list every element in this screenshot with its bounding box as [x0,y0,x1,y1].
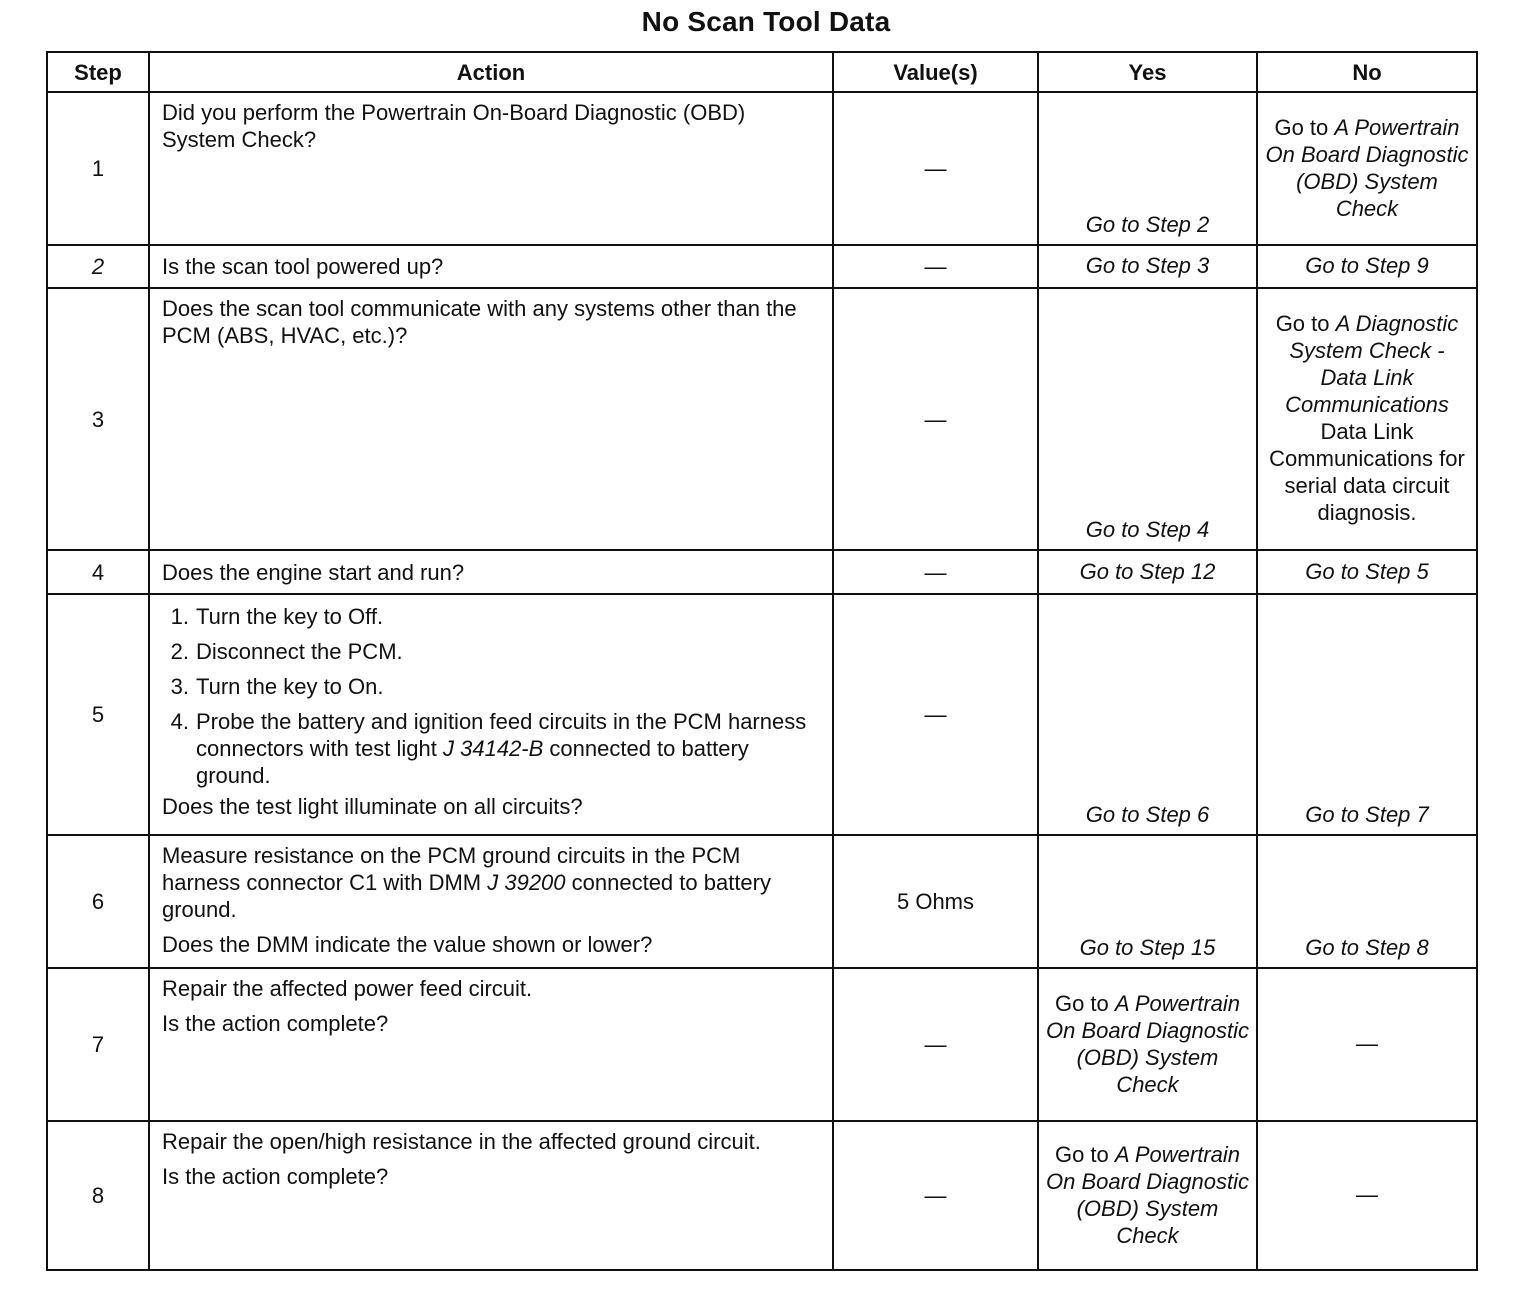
step-number: 1 [47,92,149,245]
action-text: Does the scan tool communicate with any systems other than the PCM (ABS, HVAC, etc.)? [149,288,833,550]
header-no: No [1257,52,1477,92]
no-cell: — [1257,1121,1477,1270]
table-row [47,288,1477,550]
yes-cell [1038,594,1257,835]
yes-cell [1038,835,1257,968]
table-row [47,594,1477,835]
action-instruction: Measure resistance on the PCM ground circuits in the PCM harness connector C1 with DMM J 39200 connected to battery ground. [162,843,771,922]
no-cell [1257,245,1477,288]
header-step: Step [47,52,149,92]
step-number: 4 [47,550,149,594]
header-values: Value(s) [833,52,1038,92]
tool-ref: J 34142-B [443,736,544,761]
no-prefix: Go to [1274,114,1335,140]
list-item: 4. Probe the battery and ignition feed circuits in the PCM harness connectors with test light J 34142-B connected to battery ground. [170,709,807,788]
yes-prefix: Go to [1054,1141,1115,1167]
action-steps-list [162,603,822,789]
action-question: Does the test light illuminate on all circuits? [162,794,583,819]
table-row [47,1121,1477,1270]
no-cell [1257,92,1477,245]
value-cell: — [833,288,1038,550]
table-row [47,245,1477,288]
table-row [47,835,1477,968]
action-instruction: Repair the open/high resistance in the affected ground circuit. [162,1129,761,1154]
header-yes: Yes [1038,52,1257,92]
yes-cell [1038,288,1257,550]
step-number: 6 [47,835,149,968]
step-number: 7 [47,968,149,1121]
no-cell [1257,835,1477,968]
tool-ref: J 39200 [487,870,566,895]
value-cell: — [833,1121,1038,1270]
no-link: Go to Step 9 [1305,253,1429,278]
value-cell: 5 Ohms [833,835,1038,968]
table-row [47,968,1477,1121]
no-link: A Powertrain On Board Diagnostic (OBD) System Check [1265,114,1469,221]
no-suffix: Data Link Communications for serial data circuit diagnosis. [1269,419,1465,525]
step-number: 2 [47,245,149,288]
yes-cell [1038,245,1257,288]
value-cell: — [833,92,1038,245]
action-text [149,835,833,968]
no-link: Go to Step 5 [1305,558,1429,584]
value-cell: — [833,550,1038,594]
action-text: Is the scan tool powered up? [149,245,833,288]
action-question: Does the DMM indicate the value shown or lower? [162,932,653,957]
step-number: 5 [47,594,149,835]
list-item: 2. Disconnect the PCM. [170,639,403,664]
diagnostic-table [46,51,1478,1271]
step-number: 8 [47,1121,149,1270]
step-number: 3 [47,288,149,550]
yes-prefix: Go to [1054,990,1115,1016]
no-link: Go to Step 7 [1305,802,1429,827]
value-cell: — [833,968,1038,1121]
no-cell: — [1257,968,1477,1121]
yes-cell [1038,92,1257,245]
yes-link: Go to Step 6 [1085,802,1210,827]
action-text [149,968,833,1121]
value-cell: — [833,245,1038,288]
list-item: 3. Turn the key to On. [170,674,384,699]
table-row [47,92,1477,245]
action-text [149,92,833,245]
action-instruction: Repair the affected power feed circuit. [162,976,533,1001]
no-cell [1257,594,1477,835]
list-item: 1. Turn the key to Off. [170,604,384,629]
action-text [149,1121,833,1270]
no-cell [1257,288,1477,550]
yes-link: Go to Step 3 [1085,253,1210,278]
action-text: Does the engine start and run? [149,550,833,594]
yes-cell [1038,1121,1257,1270]
yes-link: Go to Step 4 [1085,517,1210,542]
value-cell: — [833,594,1038,835]
yes-link: Go to Step 2 [1085,212,1210,237]
no-prefix: Go to [1275,311,1336,336]
header-action: Action [149,52,833,92]
action-question: Is the action complete? [162,1011,389,1036]
table-row [47,550,1477,594]
action-text [149,594,833,835]
yes-link: Go to Step 15 [1079,935,1216,960]
no-cell [1257,550,1477,594]
no-link: A Diagnostic System Check - Data Link Communications [1285,311,1459,417]
page-title: No Scan Tool Data [641,6,891,37]
yes-cell [1038,968,1257,1121]
action-question: Is the action complete? [162,1164,389,1189]
yes-link: Go to Step 12 [1079,558,1216,584]
no-link: Go to Step 8 [1305,935,1429,960]
yes-cell [1038,550,1257,594]
yes-link: A Powertrain On Board Diagnostic (OBD) System Check [1046,1141,1249,1248]
yes-link: A Powertrain On Board Diagnostic (OBD) System Check [1046,990,1249,1097]
action-question: Did you perform the Powertrain On-Board Diagnostic (OBD) System Check? [162,100,746,152]
header-row [47,52,1477,92]
